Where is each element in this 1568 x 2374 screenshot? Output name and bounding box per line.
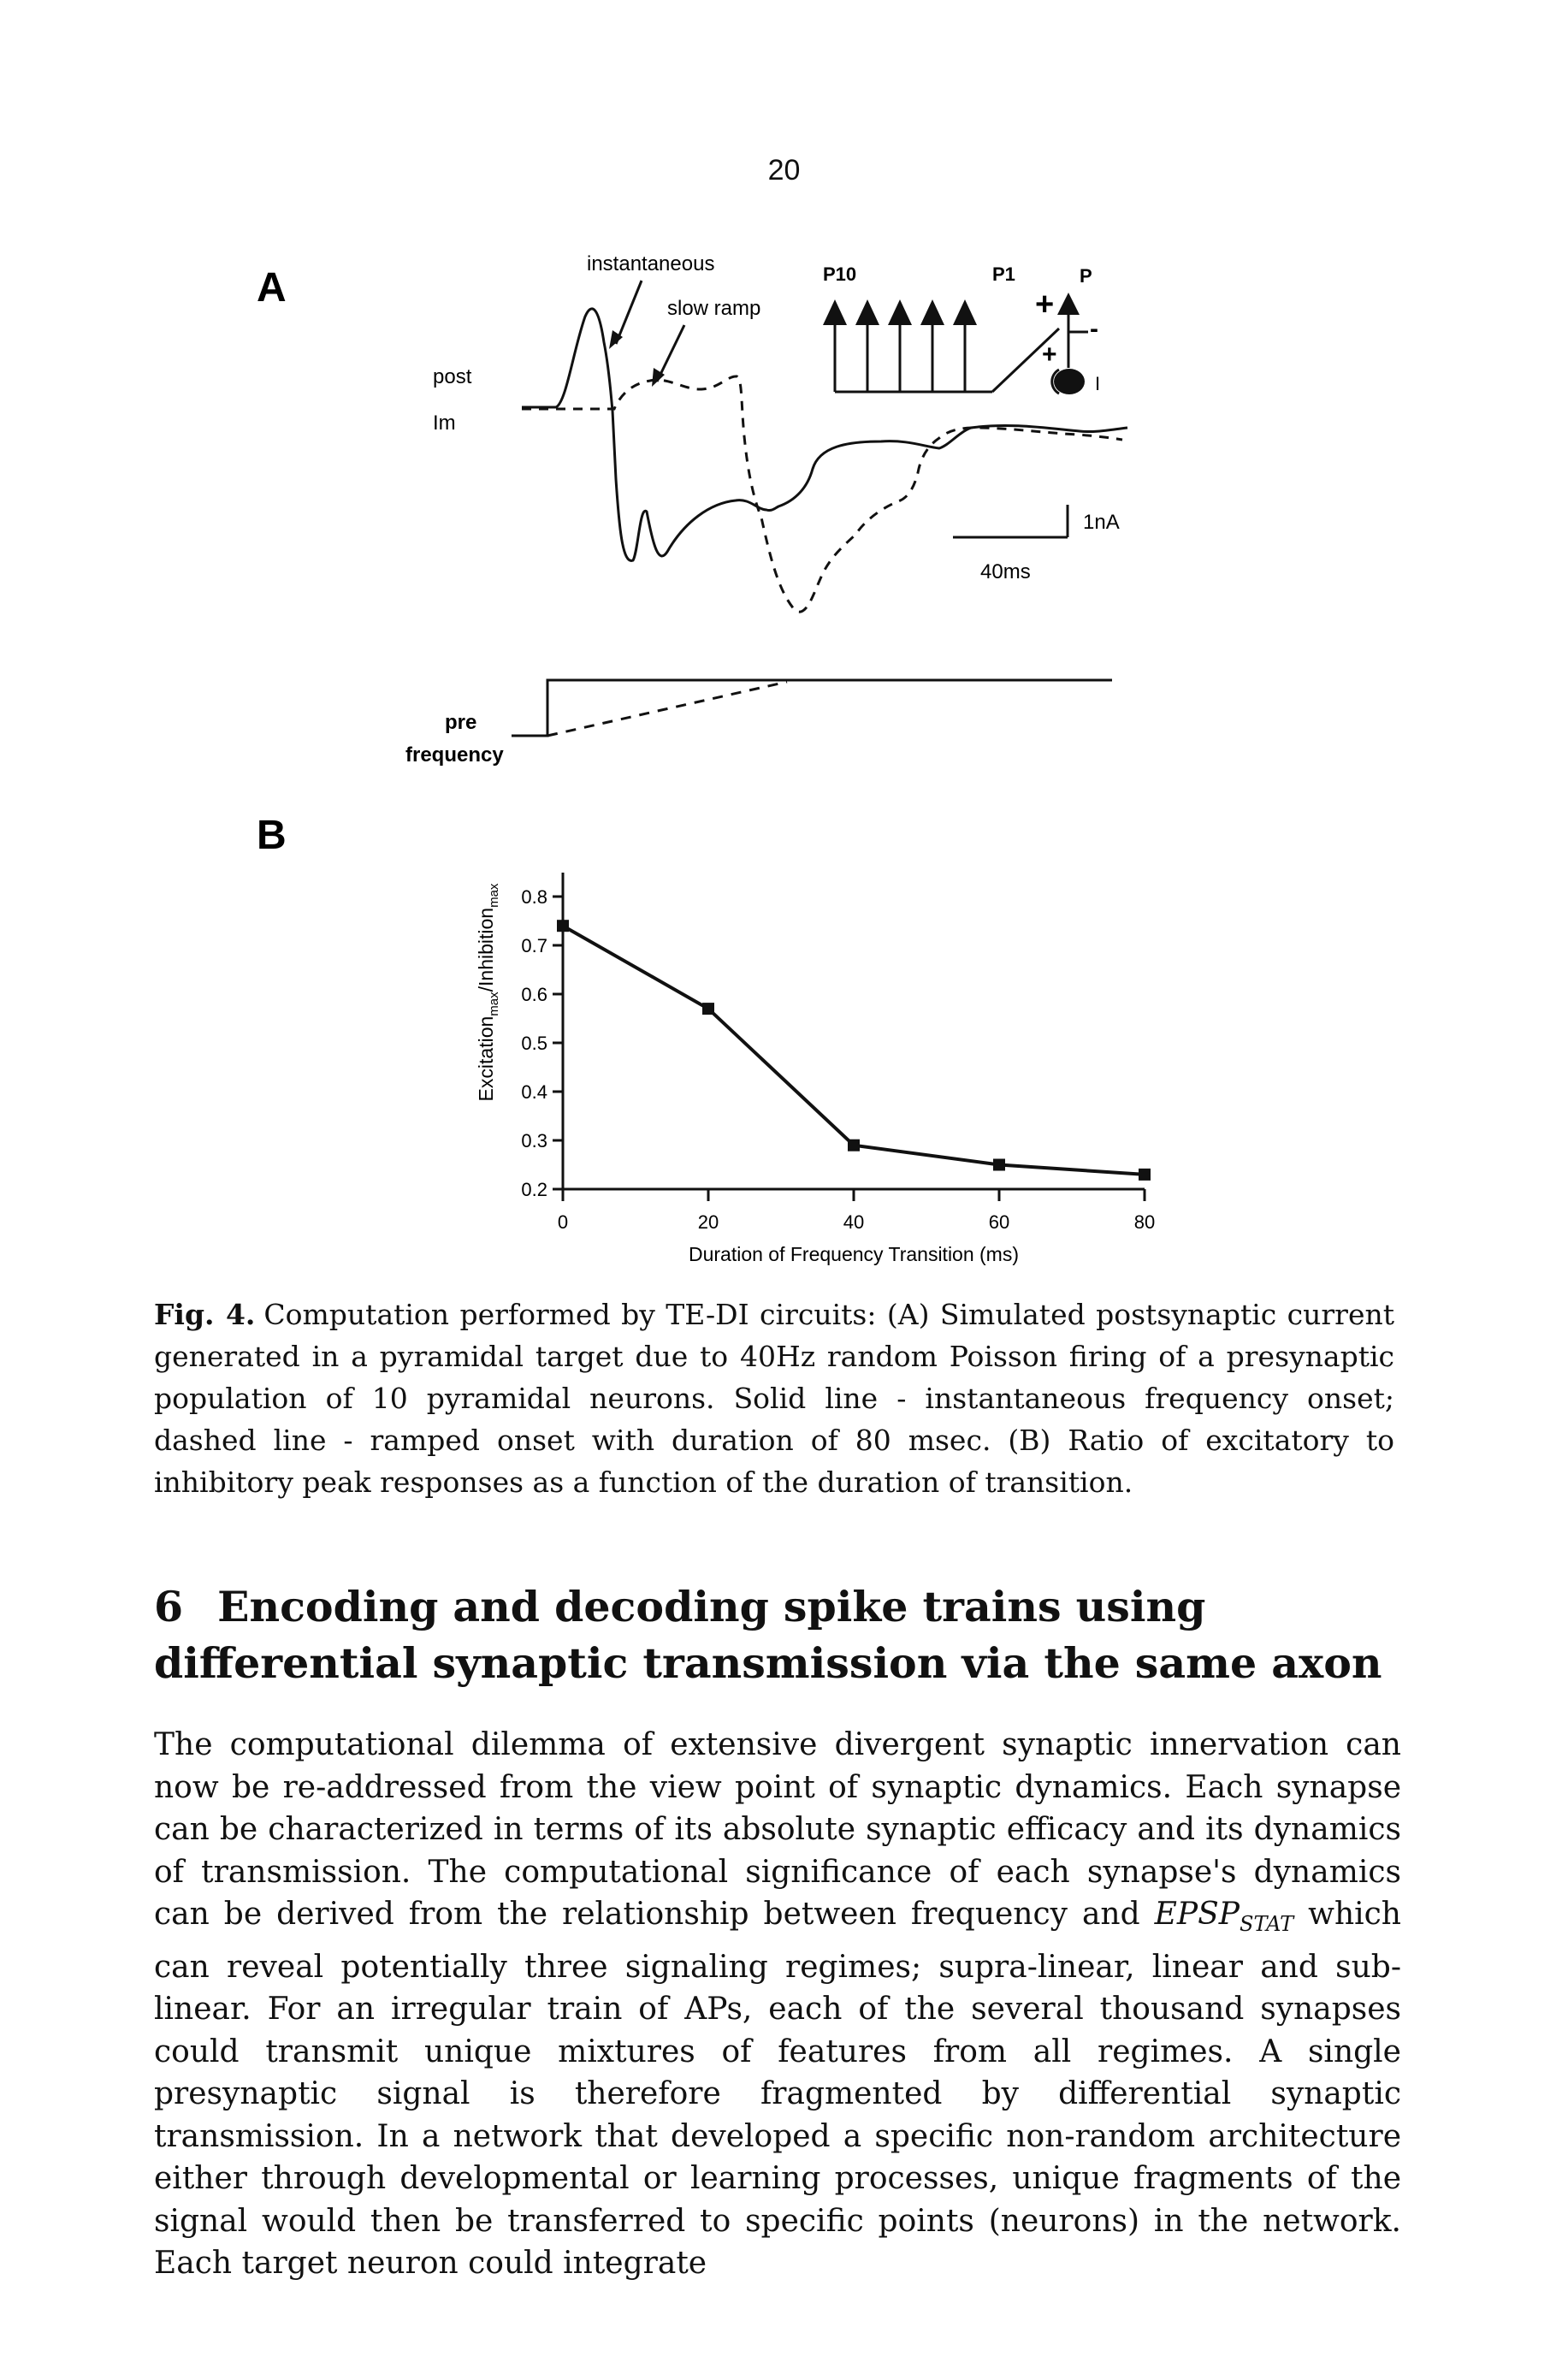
circuit-sign-minus: - [1090,315,1098,343]
inhibitory-neuron [1054,369,1085,394]
data-point [993,1159,1005,1171]
stimulus-ramp [547,682,787,736]
section-heading [154,1578,1411,1691]
circuit-sign-plus-inner: + [1042,340,1057,369]
scale-label-current: 1nA [1083,511,1120,534]
y-label-mid: /Inhibition [475,907,497,992]
figure-caption [154,1294,1394,1503]
x-tick-label: 0 [557,1211,569,1233]
body-paragraph [154,1724,1401,2285]
y-axis-label [475,883,501,1101]
x-tick-label: 20 [697,1211,719,1233]
pre-frequency-label-frequency: frequency [405,743,504,767]
circuit-sign-plus-top: + [1035,287,1055,323]
post-im-label-im: Im [433,411,456,435]
x-tick-label: 80 [1133,1211,1156,1233]
circuit-label-p10: P10 [823,263,857,285]
data-point [1139,1169,1151,1181]
y-tick-label: 0.5 [521,1033,547,1054]
math-main: EPSP [1154,1897,1240,1932]
y-tick-label: 0.3 [521,1130,547,1151]
y-label-sub1: max [487,992,501,1016]
neuron-triangle [920,299,944,325]
x-axis-label: Duration of Frequency Transition (ms) [688,1243,1020,1265]
data-point [848,1140,860,1151]
y-tick-label: 0.8 [521,886,547,908]
y-label-main: Excitation [475,1015,497,1102]
y-tick-label: 0.7 [521,935,547,956]
neuron-triangle [855,299,879,325]
math-epsp-stat [1154,1897,1294,1937]
stimulus-instantaneous [512,680,1112,736]
page-number: 20 [767,154,801,186]
neuron-triangle [823,299,847,325]
annotation-instantaneous: instantaneous [587,252,715,275]
annotation-slow-ramp: slow ramp [667,297,761,320]
neuron-triangle [953,299,977,325]
y-ticks [521,886,563,1200]
post-im-label-post: post [433,365,472,388]
trace-instantaneous [522,309,1127,561]
y-tick-label: 0.4 [521,1081,547,1103]
circuit-label-i: I [1095,373,1101,394]
data-point [702,1003,714,1015]
data-point [557,920,569,932]
x-ticks [558,1189,1155,1233]
series-line [563,926,1145,1175]
body-text-part1: The computational dilemma of extensive divergent synaptic innervation can now be re-addressed from the view point of synaptic dynamics. Each synapse can be characterized in terms of its absolute synaptic efficacy and its dynamics of transmission. The computational significance of each synapse's dynamics can be derived from the relationship between frequency and [154,1727,1401,1932]
x-tick-label: 60 [988,1211,1010,1233]
panel-a-label: A [257,265,287,311]
circuit-label-p: P [1080,265,1092,287]
panel-b-label: B [257,813,287,858]
section-number: 6 [154,1582,184,1631]
y-tick-label: 0.2 [521,1179,547,1200]
series-points [557,920,1151,1181]
y-label-sub2: max [487,883,501,908]
pre-frequency-label-pre: pre [445,711,477,734]
arrow-instantaneous [616,281,642,344]
body-text-part2: which can reveal potentially three signaling regimes; supra-linear, linear and sub-linear. For an irregular train of APs, each of the several thousand synapses could transmit unique mixtures of features from all regimes. A single presynaptic signal is therefore fragmented by differential synaptic transmission. In a network that developed a specific non-random architecture either through developmental or learning processes, unique fragments of the signal would then be transferred to specific points (neurons) in the network. Each target neuron could integrate [154,1897,1401,2282]
circuit-label-p1: P1 [992,263,1015,285]
caption-text: Computation performed by TE-DI circuits: (A) Simulated postsynaptic current generated in a pyramidal target due to 40Hz random Poisson firing of a presynaptic population of 10 pyramidal neurons. Solid line - instantaneous frequency onset; dashed line - ramped onset with duration of 80 msec. (B) Ratio of excitatory to inhibitory peak responses as a function of the duration of transition. [154,1298,1394,1499]
caption-label: Fig. 4. [154,1298,256,1331]
neuron-triangle-target [1057,293,1080,315]
math-sub: STAT [1240,1912,1294,1937]
section-title: Encoding and decoding spike trains using differential synaptic transmission via the same axon [154,1582,1382,1688]
scale-label-time: 40ms [980,560,1031,583]
y-tick-label: 0.6 [521,984,547,1005]
chart-b [475,873,1155,1265]
neuron-triangle [888,299,912,325]
x-tick-label: 40 [843,1211,865,1233]
